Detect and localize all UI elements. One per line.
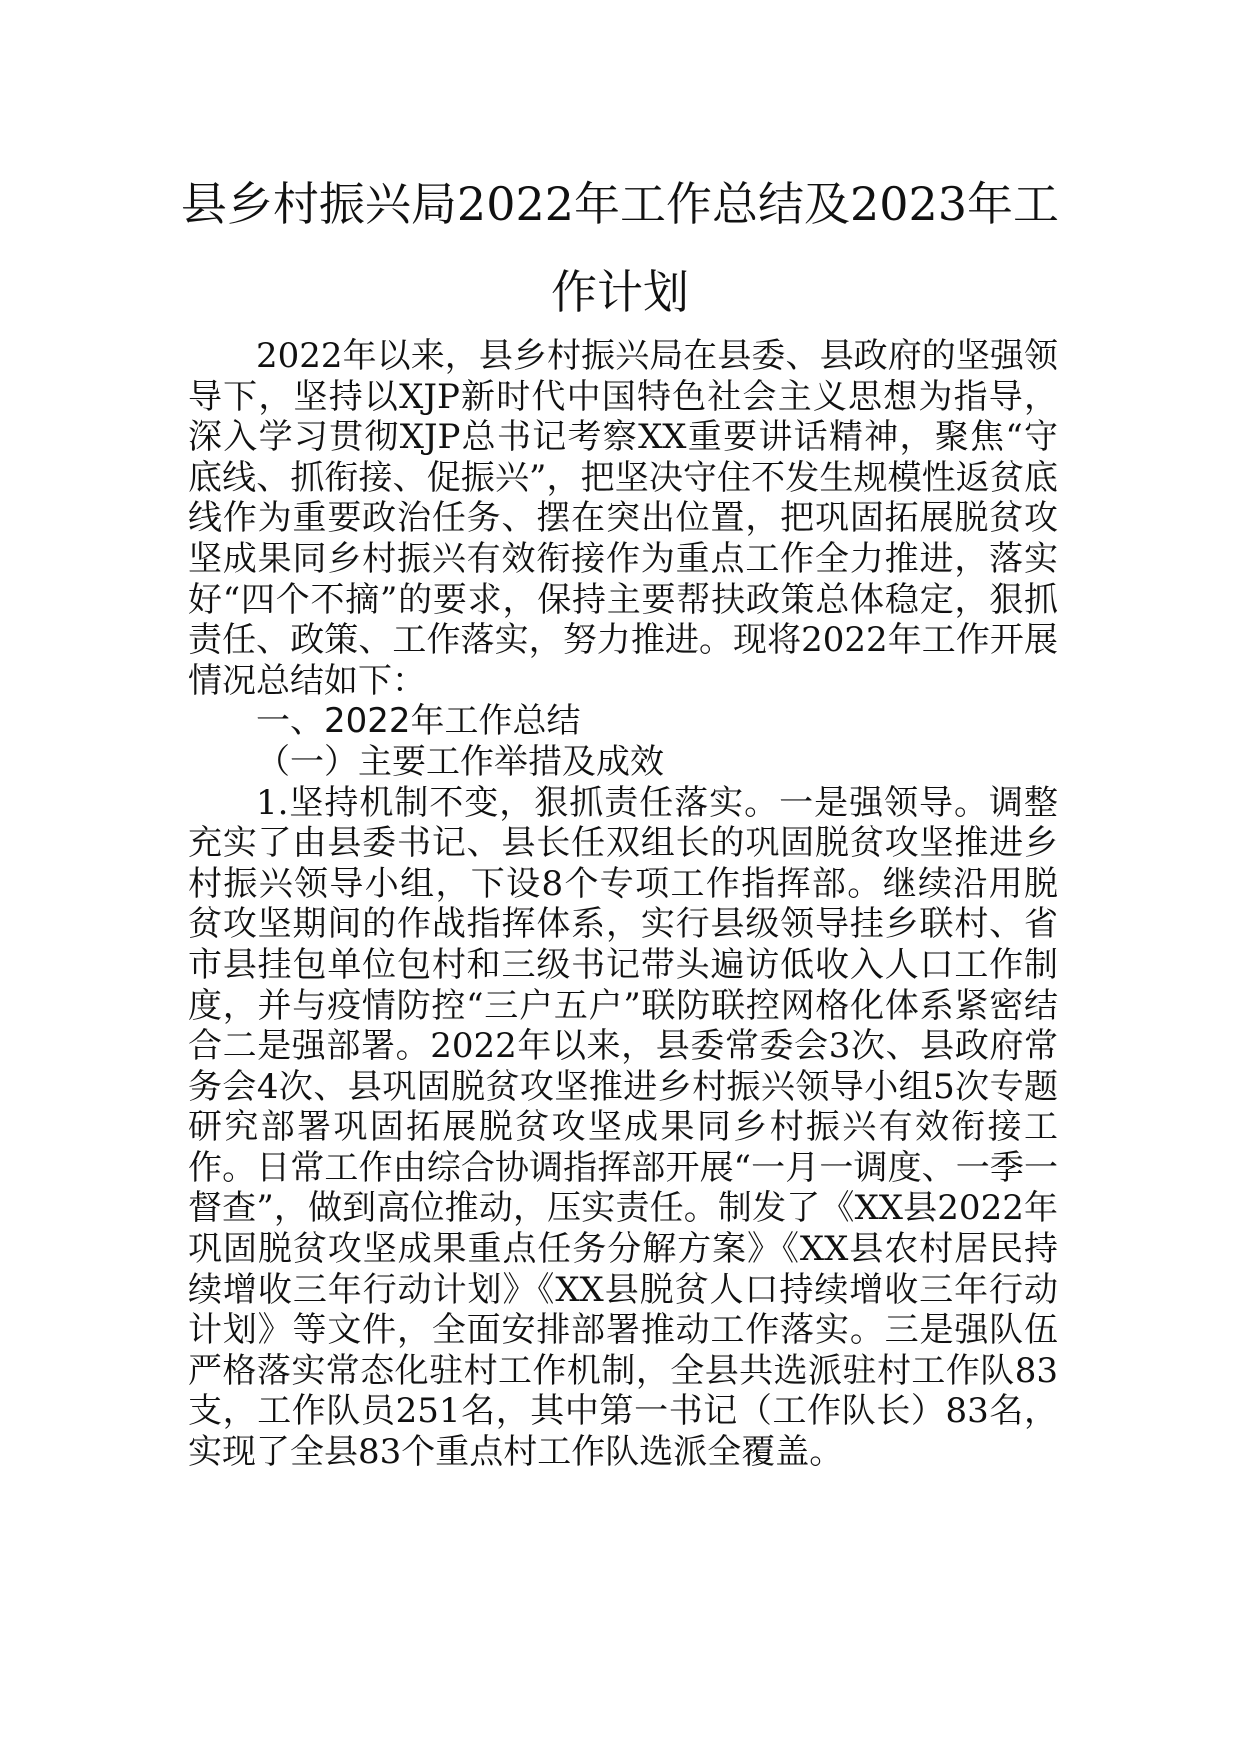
document-title-line-2: 作计划 bbox=[551, 265, 689, 319]
section-heading-1: 一、2022年工作总结 bbox=[256, 701, 581, 742]
document-body bbox=[188, 336, 1058, 1473]
document-title-line-1: 县乡村振兴局2022年工作总结及2023年工 bbox=[180, 177, 1060, 231]
intro-paragraph: 2022年以来，县乡村振兴局在县委、县政府的坚强领导下，坚持以XJP新时代中国特色社会主义思想为指导，深入学习贯彻XJP总书记考察XX重要讲话精神，聚焦“守底线、抓衔接、促振兴”，把坚决守住不发生规模性返贫底线作为重要政治任务、摆在突出位置，把巩固拓展脱贫攻坚成果同乡村振兴有效衔接作为重点工作全力推进，落实好“四个不摘”的要求，保持主要帮扶政策总体稳定，狠抓责任、政策、工作落实，努力推进。现将2022年工作开展情况总结如下： bbox=[188, 336, 1058, 701]
item-1-paragraph: 1.坚持机制不变，狠抓责任落实。一是强领导。调整充实了由县委书记、县长任双组长的巩固脱贫攻坚推进乡村振兴领导小组，下设8个专项工作指挥部。继续沿用脱贫攻坚期间的作战指挥体系，实行县级领导挂乡联村、省市县挂包单位包村和三级书记带头遍访低收入人口工作制度，并与疫情防控“三户五户”联防联控网格化体系紧密结合二是强部署。2022年以来，县委常委会3次、县政府常务会4次、县巩固脱贫攻坚推进乡村振兴领导小组5次专题研究部署巩固拓展脱贫攻坚成果同乡村振兴有效衔接工作。日常工作由综合协调指挥部开展“一月一调度、一季一督查”，做到高位推动，压实责任。制发了《XX县2022年巩固脱贫攻坚成果重点任务分解方案》《XX县农村居民持续增收三年行动计划》《XX县脱贫人口持续增收三年行动计划》等文件，全面安排部署推动工作落实。三是强队伍严格落实常态化驻村工作机制，全县共选派驻村工作队83支，工作队员251名，其中第一书记（工作队长）83名，实现了全县83个重点村工作队选派全覆盖。 bbox=[188, 782, 1058, 1473]
subsection-heading-1: （一）主要工作举措及成效 bbox=[256, 741, 664, 782]
